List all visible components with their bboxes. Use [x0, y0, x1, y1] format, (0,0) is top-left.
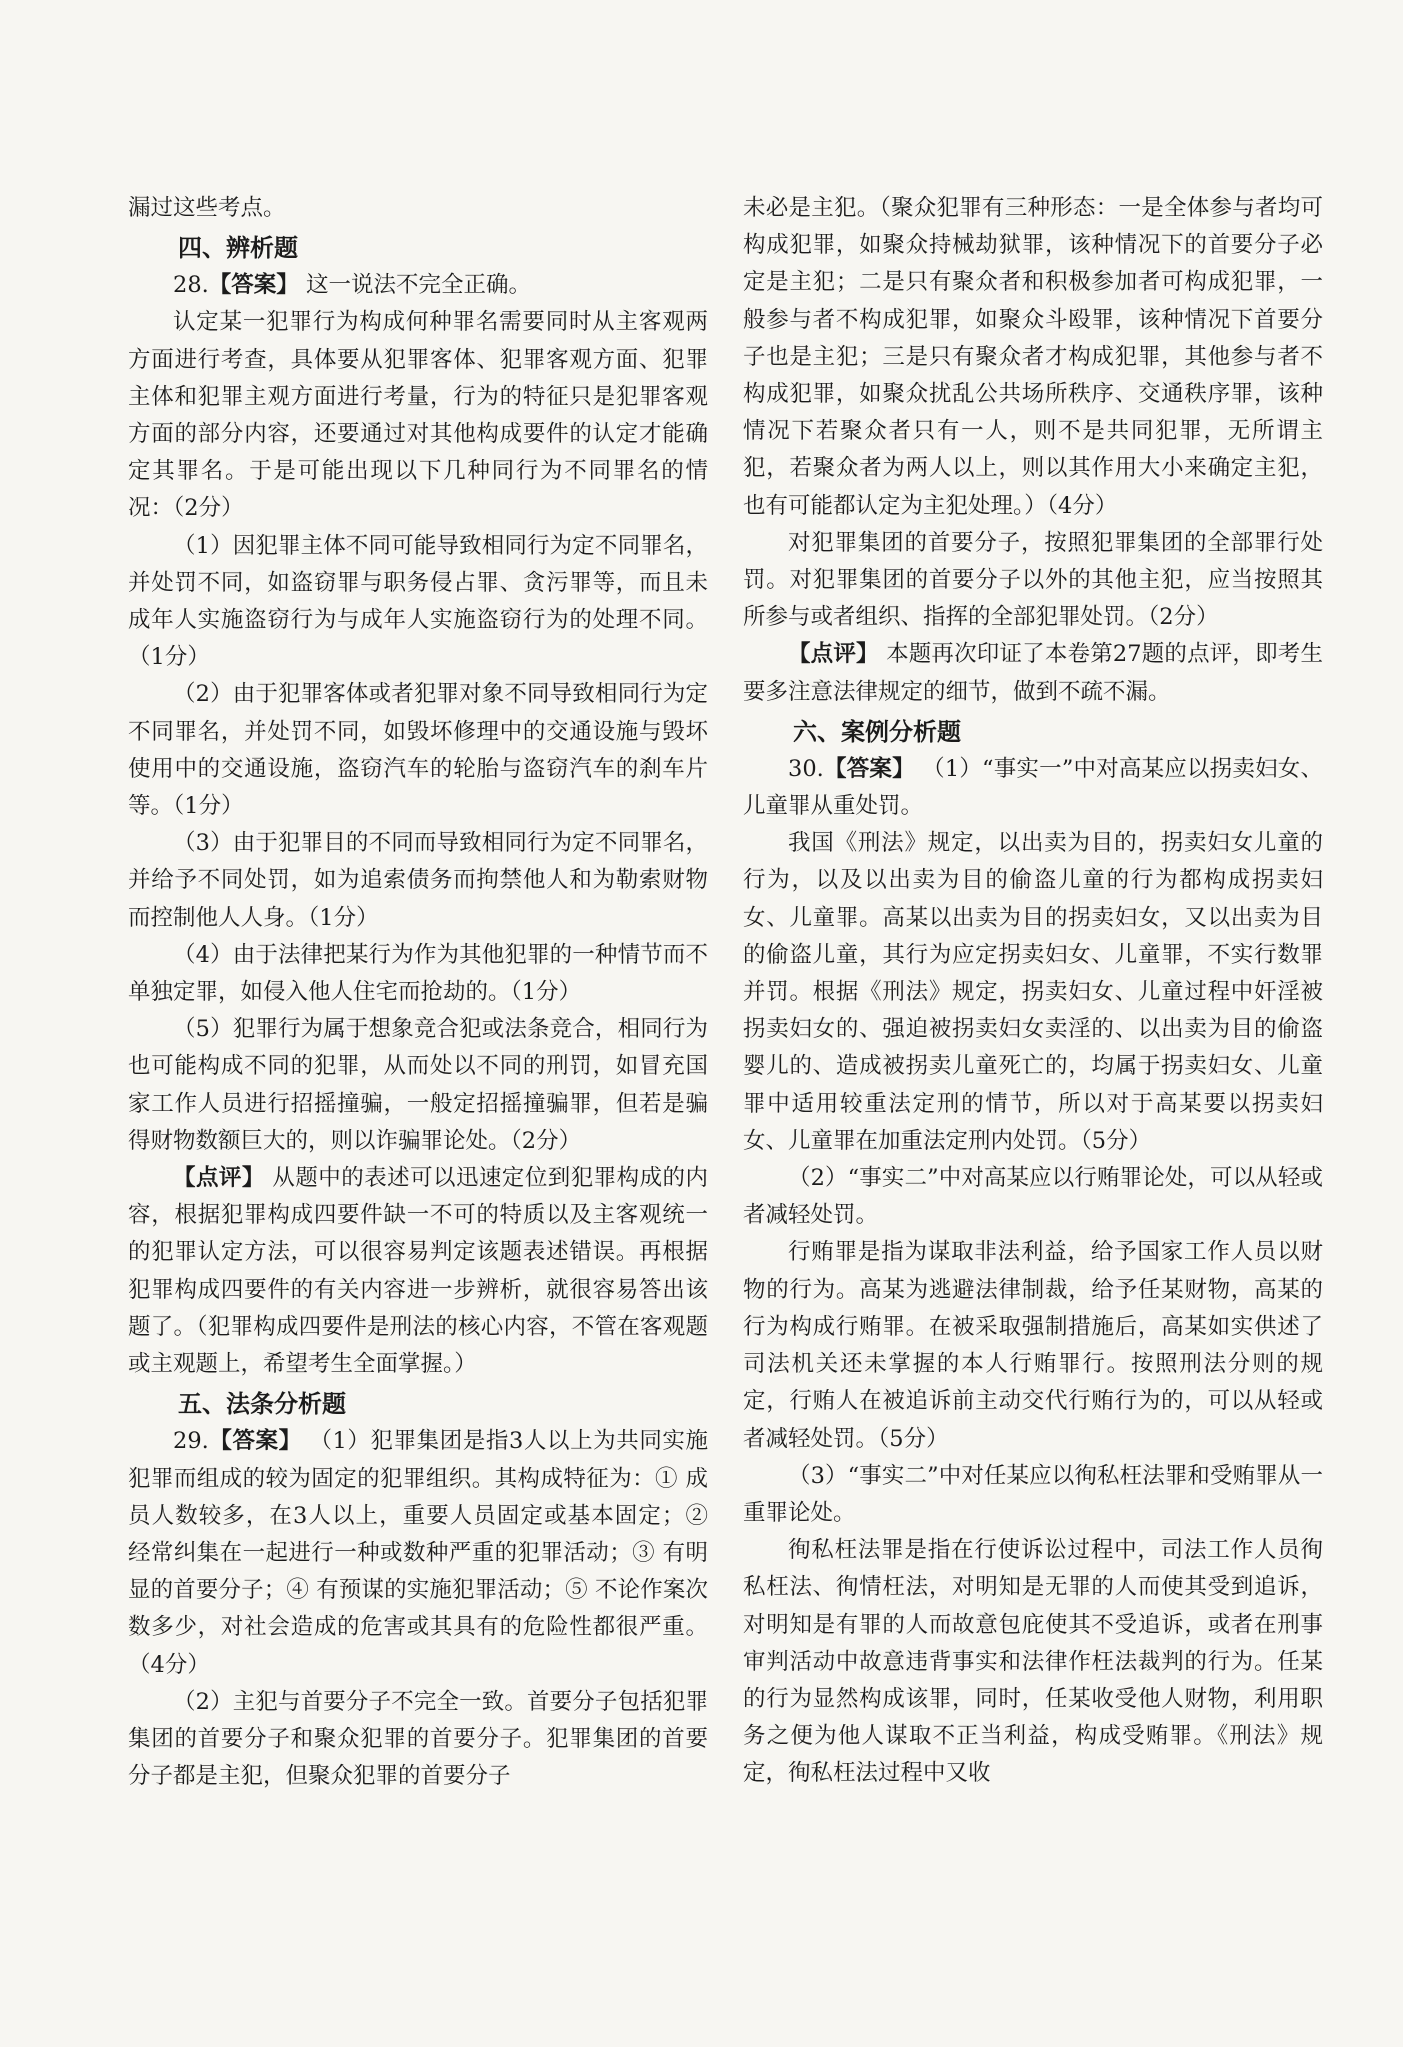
- paragraph: （4）由于法律把某行为作为其他犯罪的一种情节而不单独定罪，如侵入他人住宅而抢劫的。（1分）: [128, 941, 708, 1006]
- answer-tag: 【答案】: [208, 1428, 302, 1455]
- answer-30: [743, 751, 1323, 825]
- paragraph: （3）由于犯罪目的不同而导致相同行为定不同罪名，并给予不同处罚，如为追索债务而拘禁他人和为勒索财物而控制他人人身。（1分）: [128, 830, 708, 931]
- paragraph: （2）“事实二”中对高某应以行贿罪论处，可以从轻或者减轻处罚。: [743, 1165, 1323, 1229]
- review-tag: 【点评】: [173, 1165, 265, 1192]
- right-column: [743, 190, 1323, 1793]
- intro-paragraph: 漏过这些考点。: [128, 195, 286, 221]
- answer-text: 这一说法不完全正确。: [298, 272, 531, 299]
- paragraph: 认定某一犯罪行为构成何种罪名需要同时从主客观两方面进行考查，具体要从犯罪客体、犯罪客观方面、犯罪主体和犯罪主观方面进行考量，行为的特征只是犯罪客观方面的部分内容，还要通过对其他构成要件的认定才能确定其罪名。于是可能出现以下几种同行为不同罪名的情况：（2分）: [128, 309, 708, 522]
- question-number: 29.: [173, 1428, 209, 1455]
- question-number: 28.: [173, 272, 209, 299]
- review-29: [743, 636, 1323, 710]
- paragraph: （3）“事实二”中对任某应以徇私枉法罪和受贿罪从一重罪论处。: [743, 1462, 1323, 1526]
- paragraph: （1）因犯罪主体不同可能导致相同行为定不同罪名，并处罚不同，如盗窃罪与职务侵占罪、贪污罪等，而且未成年人实施盗窃行为与成年人实施盗窃行为的处理不同。（1分）: [128, 532, 708, 671]
- left-column: [128, 190, 708, 1795]
- review-28: [128, 1160, 708, 1383]
- paragraph: （2）主犯与首要分子不完全一致。首要分子包括犯罪集团的首要分子和聚众犯罪的首要分子。犯罪集团的首要分子都是主犯，但聚众犯罪的首要分子: [128, 1688, 708, 1790]
- answer-tag: 【答案】: [208, 272, 299, 299]
- answer-tag: 【答案】: [823, 755, 915, 782]
- paragraph: （2）由于犯罪客体或者犯罪对象不同导致相同行为定不同罪名，并处罚不同，如毁坏修理中的交通设施与毁坏使用中的交通设施，盗窃汽车的轮胎与盗窃汽车的刹车片等。（1分）: [128, 681, 708, 820]
- paragraph: 对犯罪集团的首要分子，按照犯罪集团的全部罪行处罚。对犯罪集团的首要分子以外的其他主犯，应当按照其所参与或者组织、指挥的全部犯罪处罚。（2分）: [743, 529, 1323, 631]
- section-heading-case-analysis: 六、案例分析题: [793, 717, 961, 746]
- review-tag: 【点评】: [788, 641, 879, 668]
- review-text: 本题再次印证了本卷第27题的点评，即考生要多注意法律规定的细节，做到不疏不漏。: [743, 641, 1323, 705]
- answer-29: [128, 1423, 708, 1683]
- answer-text: （1）“事实一”中对高某应以拐卖妇女、儿童罪从重处罚。: [743, 755, 1323, 820]
- section-heading-discrimination: 四、辨析题: [178, 234, 298, 263]
- section-heading-statute: 五、法条分析题: [178, 1390, 346, 1419]
- question-number: 30.: [788, 755, 824, 782]
- paragraph: 行贿罪是指为谋取非法利益，给予国家工作人员以财物的行为。高某为逃避法律制裁，给予任某财物，高某的行为构成行贿罪。在被采取强制措施后，高某如实供述了司法机关还未掌握的本人行贿罪行。按照刑法分则的规定，行贿人在被追诉前主动交代行贿行为的，可以从轻或者减轻处罚。（5分）: [743, 1239, 1323, 1452]
- review-text: 从题中的表述可以迅速定位到犯罪构成的内容，根据犯罪构成四要件缺一不可的特质以及主客观统一的犯罪认定方法，可以很容易判定该题表述错误。再根据犯罪构成四要件的有关内容进一步辨析，就很容易答出该题了。（犯罪构成四要件是刑法的核心内容，不管在客观题或主观题上，希望考生全面掌握。）: [128, 1165, 708, 1378]
- paragraph: 我国《刑法》规定，以出卖为目的，拐卖妇女儿童的行为，以及以出卖为目的偷盗儿童的行为都构成拐卖妇女、儿童罪。高某以出卖为目的拐卖妇女，又以出卖为目的偷盗儿童，其行为应定拐卖妇女、儿童罪，不实行数罪并罚。根据《刑法》规定，拐卖妇女、儿童过程中奸淫被拐卖妇女的、强迫被拐卖妇女卖淫的、以出卖为目的偷盗婴儿的、造成被拐卖儿童死亡的，均属于拐卖妇女、儿童罪中适用较重法定刑的情节，所以对于高某要以拐卖妇女、儿童罪在加重法定刑内处罚。（5分）: [743, 830, 1323, 1154]
- answer-text: （1）犯罪集团是指3人以上为共同实施犯罪而组成的较为固定的犯罪组织。其构成特征为：① 成员人数较多，在3人以上，重要人员固定或基本固定；② 经常纠集在一起进行一种或数种严重的犯罪活动；③ 有明显的首要分子；④ 有预谋的实施犯罪活动；⑤ 不论作案次数多少，对社会造成的危害或其具有的危险性都很严重。（4分）: [128, 1428, 708, 1678]
- paragraph: 徇私枉法罪是指在行使诉讼过程中，司法工作人员徇私枉法、徇情枉法，对明知是无罪的人而使其受到追诉，对明知是有罪的人而故意包庇使其不受追诉，或者在刑事审判活动中故意违背事实和法律作枉法裁判的行为。任某的行为显然构成该罪，同时，任某收受他人财物，利用职务之便为他人谋取不正当利益，构成受贿罪。《刑法》规定，徇私枉法过程中又收: [743, 1537, 1323, 1787]
- answer-28: [128, 267, 708, 304]
- paragraph: （5）犯罪行为属于想象竞合犯或法条竞合，相同行为也可能构成不同的犯罪，从而处以不同的刑罚，如冒充国家工作人员进行招摇撞骗，一般定招摇撞骗罪，但若是骗得财物数额巨大的，则以诈骗罪论处。（2分）: [128, 1016, 708, 1154]
- paragraph-continued: 未必是主犯。（聚众犯罪有三种形态：一是全体参与者均可构成犯罪，如聚众持械劫狱罪，该种情况下的首要分子必定是主犯；二是只有聚众者和积极参加者可构成犯罪，一般参与者不构成犯罪，如聚众斗殴罪，该种情况下首要分子也是主犯；三是只有聚众者才构成犯罪，其他参与者不构成犯罪，如聚众扰乱公共场所秩序、交通秩序罪，该种情况下若聚众者只有一人，则不是共同犯罪，无所谓主犯，若聚众者为两人以上，则以其作用大小来确定主犯，也有可能都认定为主犯处理。）（4分）: [743, 195, 1323, 519]
